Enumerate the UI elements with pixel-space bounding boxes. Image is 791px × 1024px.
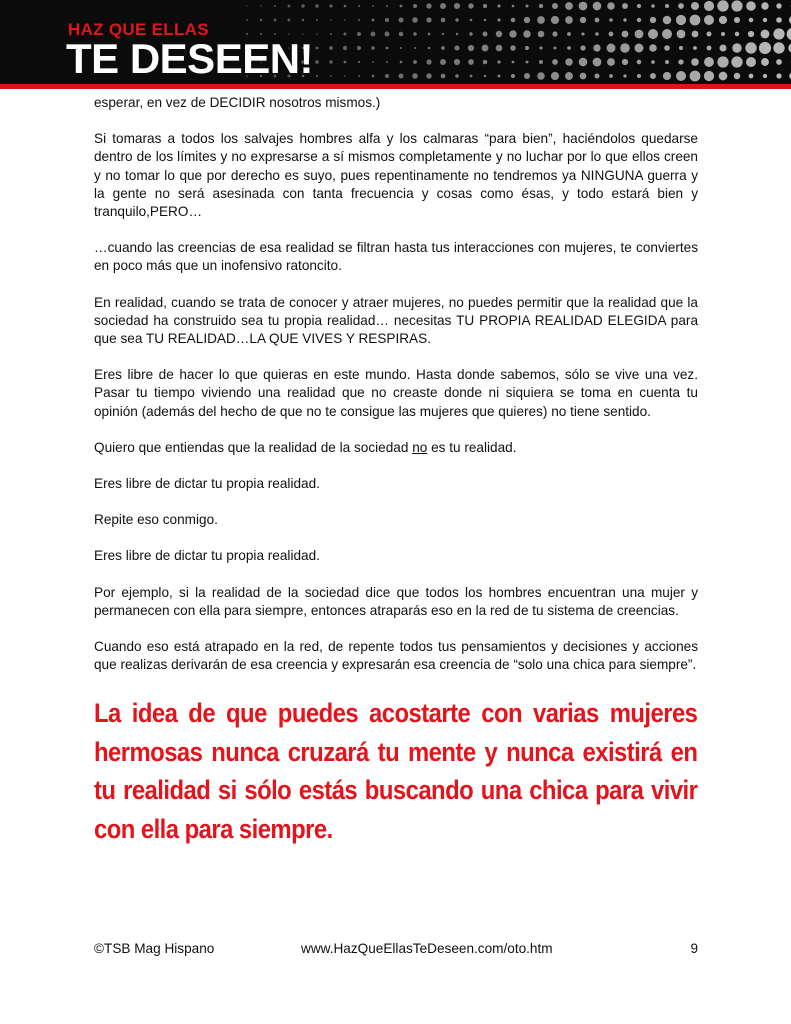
paragraph-9: Eres libre de dictar tu propia realidad. [94, 548, 320, 564]
page-footer [94, 941, 698, 961]
paragraph-7: Eres libre de dictar tu propia realidad. [94, 476, 320, 492]
paragraph-5: Eres libre de hacer lo que quieras en este mundo. Hasta donde sabemos, sólo se vive una vez. Pasar tu tiempo viviendo una realidad que no creaste donde ni siquiera se toma en cuenta tu opinión (además del hecho de que no te consigue las mujeres que quieres) no tiene sentido. [94, 367, 698, 419]
paragraph-6-end: es tu realidad. [427, 439, 517, 455]
paragraph-8: Repite eso conmigo. [94, 512, 218, 528]
paragraph-10: Por ejemplo, si la realidad de la sociedad dice que todos los hombres encuentran una mujer y permanecen con ella para siempre, entonces atraparás eso en la red de tu sistema de creencias. [94, 584, 698, 618]
paragraph-4: En realidad, cuando se trata de conocer y atraer mujeres, no puedes permitir que la realidad que la sociedad ha construido sea tu propia realidad… necesitas TU PROPIA REALIDAD ELEGIDA para que sea TU REALIDAD…LA QUE VIVES Y RESPIRAS. [94, 294, 698, 347]
paragraph-6-start: Quiero que entiendas que la realidad de la sociedad [94, 439, 413, 455]
brand-title: TE DESEEN! [66, 35, 314, 82]
paragraph-3: …cuando las creencias de esa realidad se filtran hasta tus interacciones con mujeres, te conviertes en poco más que un inofensivo ratoncito. [94, 240, 698, 274]
paragraph-1: esperar, en vez de DECIDIR nosotros mismos.) [94, 95, 381, 110]
paragraph-6 [94, 439, 698, 457]
page-content [94, 94, 698, 848]
brand-tagline: HAZ QUE ELLAS [68, 20, 209, 39]
highlight-callout: La idea de que puedes acostarte con varias mujeres hermosas nunca cruzará tu mente y nunca existirá en tu realidad si sólo estás buscando una chica para vivir con ella para siempre. [94, 698, 698, 844]
paragraph-11: Cuando eso está atrapado en la red, de repente todos tus pensamientos y decisiones y acciones que realizas derivarán de esa creencia y expresarán esa creencia de “solo una chica para siempre”. [94, 639, 698, 673]
page-header [0, 0, 791, 84]
underlined-word: no [412, 439, 428, 455]
header-rule [0, 84, 791, 89]
footer-url: www.HazQueEllasTeDeseen.com/oto.htm [301, 941, 553, 956]
page-number: 9 [690, 941, 698, 956]
footer-copyright: ©TSB Mag Hispano [94, 941, 215, 956]
paragraph-2: Si tomaras a todos los salvajes hombres alfa y los calmaras “para bien”, haciéndolos quedarse dentro de los límites y no expresarse a sí mismos completamente y no luchar por lo que ellos creen y no tomar lo que por derecho es suyo, pues repentinamente no tendremos ya NINGUNA guerra y la gente no será asesinada con tanta frecuencia y cosas como ésas, y todo estará bien y tranquilo,PERO… [94, 131, 698, 220]
